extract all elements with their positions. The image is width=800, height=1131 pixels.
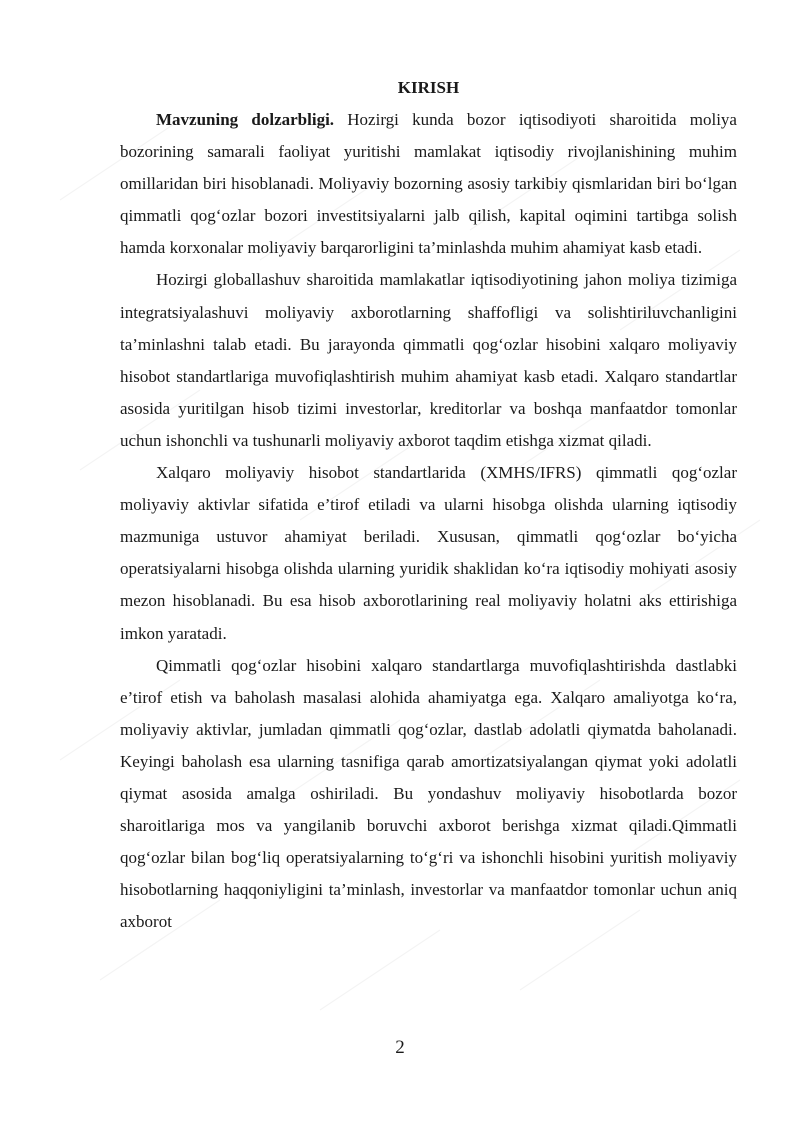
paragraph-lead: Mavzuning dolzarbligi. [156,110,335,129]
paragraph-globalization: Hozirgi globallashuv sharoitida mamlakatlar iqtisodiyotining jahon moliya tizimiga integratsiyalashuvi moliyaviy axborotlarning shaffofligi va solishtiriluvchanligini ta’minlashni talab etadi. Bu jarayonda qimmatli qog‘ozlar hisobini xalqaro moliyaviy hisobot standartlariga muvofiqlashtirish muhim ahamiyat kasb etadi. Xalqaro standartlar asosida yuritilgan hisob tizimi investorlar, kreditorlar va boshqa manfaatdor tomonlar uchun ishonchli va tushunarli moliyaviy axborot taqdim etishga xizmat qiladi. [120,270,737,450]
document-body [120,72,737,938]
paragraph-recognition: Qimmatli qog‘ozlar hisobini xalqaro standartlarga muvofiqlashtirishda dastlabki e’tirof etish va baholash masalasi alohida ahamiyatga ega. Xalqaro amaliyotga ko‘ra, moliyaviy aktivlar, jumladan qimmatli qog‘ozlar, dastlab adolatli qiymatda baholanadi. Keyingi baholash esa ularning tasnifiga qarab amortizatsiyalangan qiymat yoki adolatli qiymat asosida amalga oshiriladi. Bu yondashuv moliyaviy hisobotlarda bozor sharoitlariga mos va yangilanib boruvchi axborot berishga xizmat qiladi.Qimmatli qog‘ozlar bilan bog‘liq operatsiyalarning to‘g‘ri va ishonchli hisobini yuritish moliyaviy hisobotlarning haqqoniyligini ta’minlash, investorlar va manfaatdor tomonlar uchun aniq axborot [120,655,737,932]
paragraph-ifrs: Xalqaro moliyaviy hisobot standartlarida (XMHS/IFRS) qimmatli qog‘ozlar moliyaviy aktivlar sifatida e’tirof etiladi va ularni hisobga olishda ularning iqtisodiy mazmuniga ustuvor ahamiyat beriladi. Xususan, qimmatli qog‘ozlar bo‘yicha operatsiyalarni hisobga olishda ularning yuridik shaklidan ko‘ra iqtisodiy mohiyati asosiy mezon hisoblanadi. Bu esa hisob axborotlarining real moliyaviy holatni aks ettirishiga imkon yaratadi. [120,463,737,643]
page-number: 2 [395,1037,405,1058]
paragraph-text: Hozirgi kunda bozor iqtisodiyoti sharoitida moliya bozorining samarali faoliyat yuritishi mamlakat iqtisodiy rivojlanishining muhim omillaridan biri hisoblanadi. Moliyaviy bozorning asosiy tarkibiy qismlaridan biri bo‘lgan qimmatli qog‘ozlar bozori investitsiyalarni jalb qilish, kapital oqimini tartibga solish hamda korxonalar moliyaviy barqarorligini ta’minlashda muhim ahamiyat kasb etadi. [120,110,737,258]
section-heading: KIRISH [397,78,460,97]
paragraph-relevance [120,104,737,264]
